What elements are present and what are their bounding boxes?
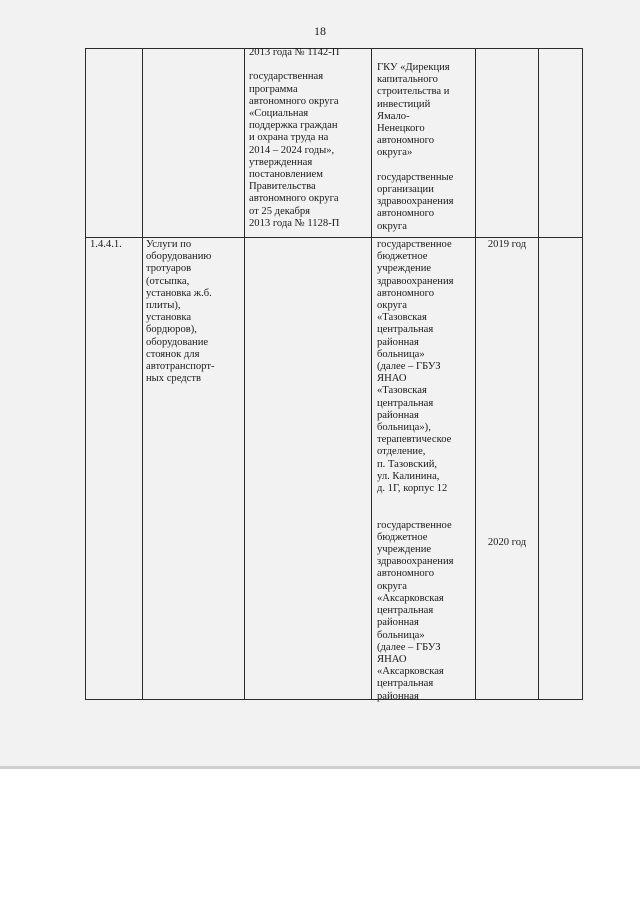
column-divider bbox=[371, 49, 372, 699]
column-divider bbox=[538, 49, 539, 699]
row-2-number: 1.4.4.1. bbox=[90, 239, 122, 250]
row-2-term-2020: 2020 год bbox=[487, 537, 527, 548]
row-2-name: Услуги по оборудованию тротуаров (отсыпка, установка ж.б. плиты), установка бордюров), оборудование стоянок для автотранспорт- ных средств bbox=[146, 239, 215, 385]
row-divider bbox=[86, 237, 582, 238]
plan-table bbox=[85, 48, 583, 700]
page-number: 18 bbox=[314, 24, 326, 38]
page-edge-shadow bbox=[0, 766, 640, 769]
column-divider bbox=[142, 49, 143, 699]
row-1-executor: ГКУ «Дирекция капитального строительства и инвестиций Ямало- Ненецкого автономного округа» государственные организации здравоохранения автономного округа bbox=[377, 62, 454, 232]
row-2-executor: государственное бюджетное учреждение здравоохранения автономного округа «Тазовская центральная районная больница» (далее – ГБУЗ ЯНАО «Тазовская центральная районная больница»), терапевтическое отделение, п. Тазовский, ул. Калинина, д. 1Г, корпус 12 государственное бюджетное учреждение здравоохранения автономного округа «Аксарковская центральная районная больница» (далее – ГБУЗ ЯНАО «Аксарковская центральная районная bbox=[377, 239, 454, 702]
column-divider bbox=[475, 49, 476, 699]
row-2-term-2019: 2019 год bbox=[487, 239, 527, 250]
row-1-basis: 2013 года № 1142-П государственная программа автономного округа «Социальная поддержка граждан и охрана труда на 2014 – 2024 годы», утвержденная постановлением Правительства автономного округа от 25 декабря 2013 года № 1128-П bbox=[249, 47, 340, 229]
